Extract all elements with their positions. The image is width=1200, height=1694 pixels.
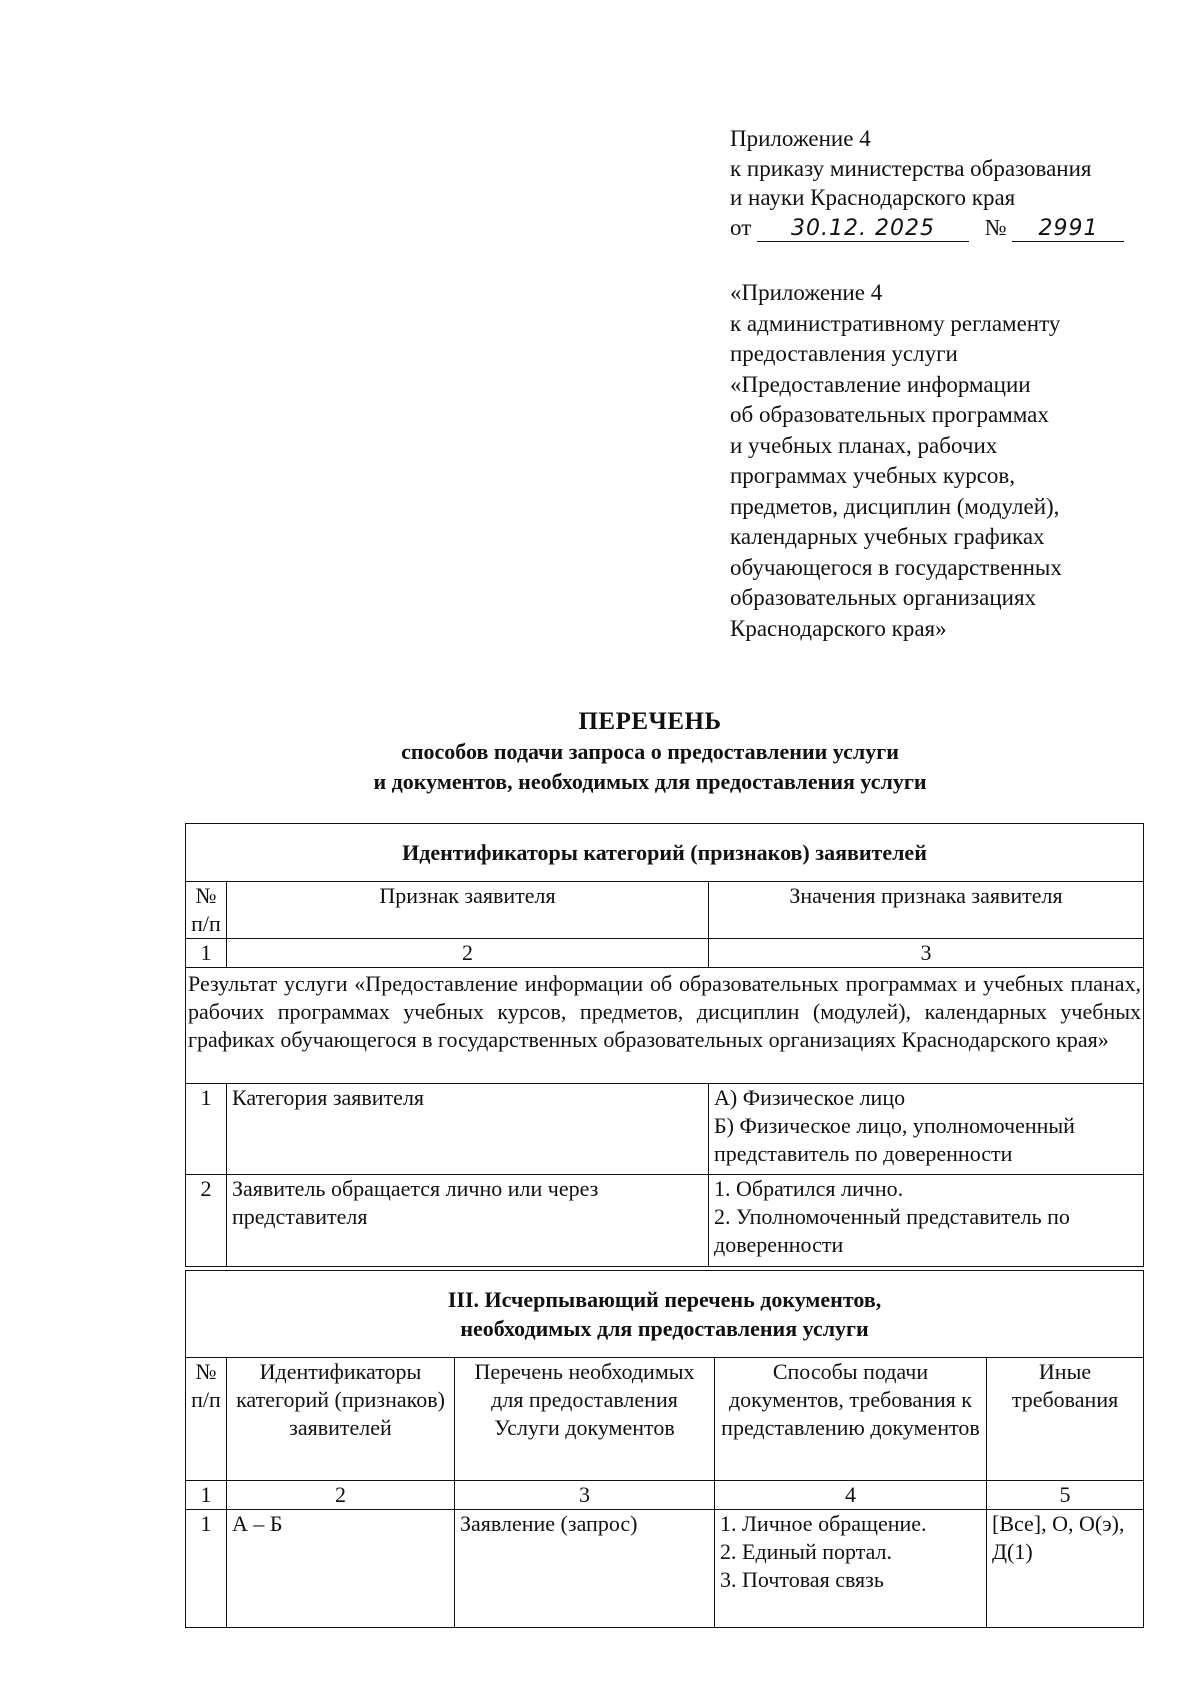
- section-heading: [186, 1271, 1144, 1358]
- row-ids: А – Б: [227, 1510, 455, 1628]
- table-row: [186, 1175, 1144, 1267]
- title-main: ПЕРЕЧЕНЬ: [578, 708, 722, 735]
- col-number: 2: [227, 939, 709, 968]
- reg-line: к административному регламенту: [730, 310, 1061, 336]
- attachment-ministry-line: и науки Краснодарского края: [730, 185, 1016, 210]
- value-line: 1. Обратился лично.: [714, 1176, 904, 1201]
- col-number: 2: [227, 1481, 455, 1510]
- method-line: 1. Личное обращение.: [720, 1511, 927, 1536]
- row-number: 1: [186, 1510, 227, 1628]
- date-prefix: от: [730, 214, 752, 240]
- handwritten-number: 2991: [1038, 215, 1099, 241]
- reg-line: об образовательных программах: [730, 402, 1049, 427]
- reg-line: образовательных организациях: [730, 585, 1037, 610]
- row-other: [Все], О, О(э), Д(1): [987, 1510, 1144, 1628]
- attachment-header: [730, 124, 1180, 242]
- col-header-no: № п/п: [186, 882, 227, 939]
- row-number: 2: [186, 1175, 227, 1267]
- col-header-ids: Идентификаторы категорий (признаков) заявителей: [227, 1358, 455, 1481]
- title-sub-1: способов подачи запроса о предоставлении услуги: [401, 739, 899, 764]
- documents-table: [185, 1270, 1144, 1628]
- reg-line: предметов, дисциплин (модулей),: [730, 493, 1060, 519]
- col-number: 3: [709, 939, 1144, 968]
- value-line: Б) Физическое лицо, уполномоченный представитель по доверенности: [714, 1113, 1075, 1166]
- value-line: 2. Уполномоченный представитель по доверенности: [714, 1204, 1070, 1257]
- regulation-reference: [730, 278, 1180, 644]
- date-number-line: [730, 213, 1180, 243]
- col-header-values: Значения признака заявителя: [709, 882, 1144, 939]
- table-heading: Идентификаторы категорий (признаков) заявителей: [186, 824, 1144, 882]
- method-line: 3. Почтовая связь: [720, 1567, 884, 1592]
- attachment-title: Приложение 4: [730, 126, 871, 151]
- reg-line: Краснодарского края»: [730, 615, 947, 641]
- table-row: [186, 1084, 1144, 1175]
- row-values: [709, 1084, 1144, 1175]
- col-header-other: Иные требования: [987, 1358, 1144, 1481]
- col-header-methods: Способы подачи документов, требования к представлению документов: [715, 1358, 987, 1481]
- document-title: [180, 706, 1120, 797]
- col-number: 3: [455, 1481, 715, 1510]
- col-header-docs: Перечень необходимых для предоставления Услуги документов: [455, 1358, 715, 1481]
- reg-line: календарных учебных графиках: [730, 524, 1045, 549]
- col-number: 5: [987, 1481, 1144, 1510]
- applicant-identifiers-table: [185, 823, 1144, 1267]
- row-number: 1: [186, 1084, 227, 1175]
- row-doc: Заявление (запрос): [455, 1510, 715, 1628]
- reg-line: и учебных планах, рабочих: [730, 432, 998, 458]
- col-number: 4: [715, 1481, 987, 1510]
- row-methods: [715, 1510, 987, 1628]
- section-heading-line-2: необходимых для предоставления услуги: [460, 1316, 869, 1341]
- row-sign: Заявитель обращается лично или через представителя: [227, 1175, 709, 1267]
- handwritten-date: 30.12. 2025: [791, 215, 935, 241]
- reg-line: «Предоставление информации: [730, 371, 1031, 397]
- method-line: 2. Единый портал.: [720, 1539, 893, 1564]
- title-sub-2: и документов, необходимых для предоставления услуги: [373, 769, 927, 794]
- number-prefix: №: [984, 214, 1007, 240]
- row-sign: Категория заявителя: [227, 1084, 709, 1175]
- row-values: [709, 1175, 1144, 1267]
- reg-line: программах учебных курсов,: [730, 463, 1016, 488]
- col-number: 1: [186, 1481, 227, 1510]
- section-heading-line-1: III. Исчерпывающий перечень документов,: [447, 1287, 882, 1312]
- col-header-no: № п/п: [186, 1358, 227, 1481]
- col-number: 1: [186, 939, 227, 968]
- reg-line: «Приложение 4: [730, 280, 883, 305]
- reg-line: предоставления услуги: [730, 341, 958, 366]
- col-header-sign: Признак заявителя: [227, 882, 709, 939]
- reg-line: обучающегося в государственных: [730, 554, 1062, 580]
- table-row: [186, 1510, 1144, 1628]
- attachment-order-line: к приказу министерства образования: [730, 155, 1092, 181]
- value-line: А) Физическое лицо: [714, 1085, 906, 1110]
- service-result-text: Результат услуги «Предоставление информации об образовательных программах и учебных планах, рабочих программах учебных курсов, предметов, дисциплин (модулей), календарных учебных графиках обучающегося в государственных образовательных организациях Краснодарского края»: [186, 968, 1144, 1084]
